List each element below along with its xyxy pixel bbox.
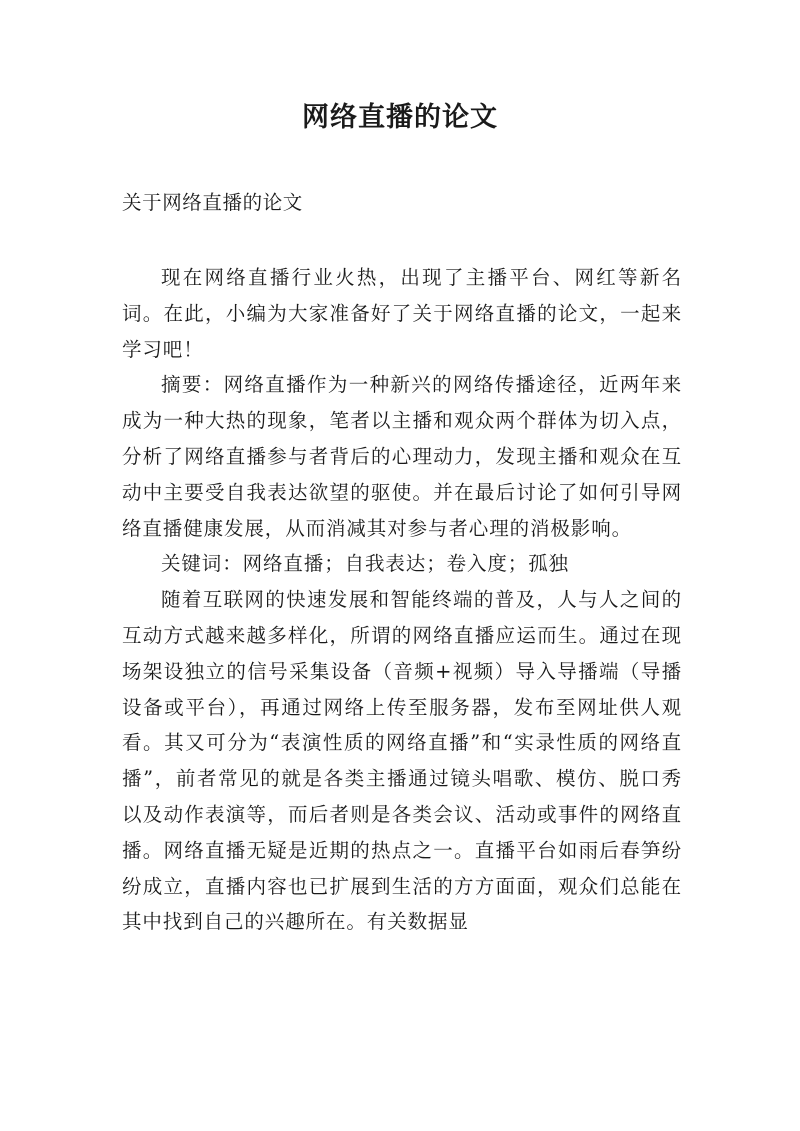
document-body bbox=[122, 260, 682, 940]
body-paragraph: 随着互联网的快速发展和智能终端的普及，人与人之间的互动方式越来越多样化，所谓的网络直播应运而生。通过在现场架设独立的信号采集设备（音频+视频）导入导播端（导播设备或平台），再通过网络上传至服务器，发布至网址供人观看。其又可分为“表演性质的网络直播”和“实录性质的网络直播”，前者常见的就是各类主播通过镜头唱歌、模仿、脱口秀以及动作表演等，而后者则是各类会议、活动或事件的网络直播。网络直播无疑是近期的热点之一。直播平台如雨后春笋纷纷成立，直播内容也已扩展到生活的方方面面，观众们总能在其中找到自己的兴趣所在。有关数据显 bbox=[122, 588, 682, 934]
intro-paragraph: 现在网络直播行业火热，出现了主播平台、网红等新名词。在此，小编为大家准备好了关于网络直播的论文，一起来学习吧！ bbox=[122, 266, 682, 361]
abstract-paragraph: 摘要：网络直播作为一种新兴的网络传播途径，近两年来成为一种大热的现象，笔者以主播和观众两个群体为切入点，分析了网络直播参与者背后的心理动力，发现主播和观众在互动中主要受自我表达欲望的驱使。并在最后讨论了如何引导网络直播健康发展，从而消减其对参与者心理的消极影响。 bbox=[122, 373, 682, 540]
document-subtitle: 关于网络直播的论文 bbox=[122, 191, 303, 214]
keywords-paragraph: 关键词：网络直播；自我表达；卷入度；孤独 bbox=[161, 552, 570, 576]
document-title: 网络直播的论文 bbox=[302, 102, 498, 133]
